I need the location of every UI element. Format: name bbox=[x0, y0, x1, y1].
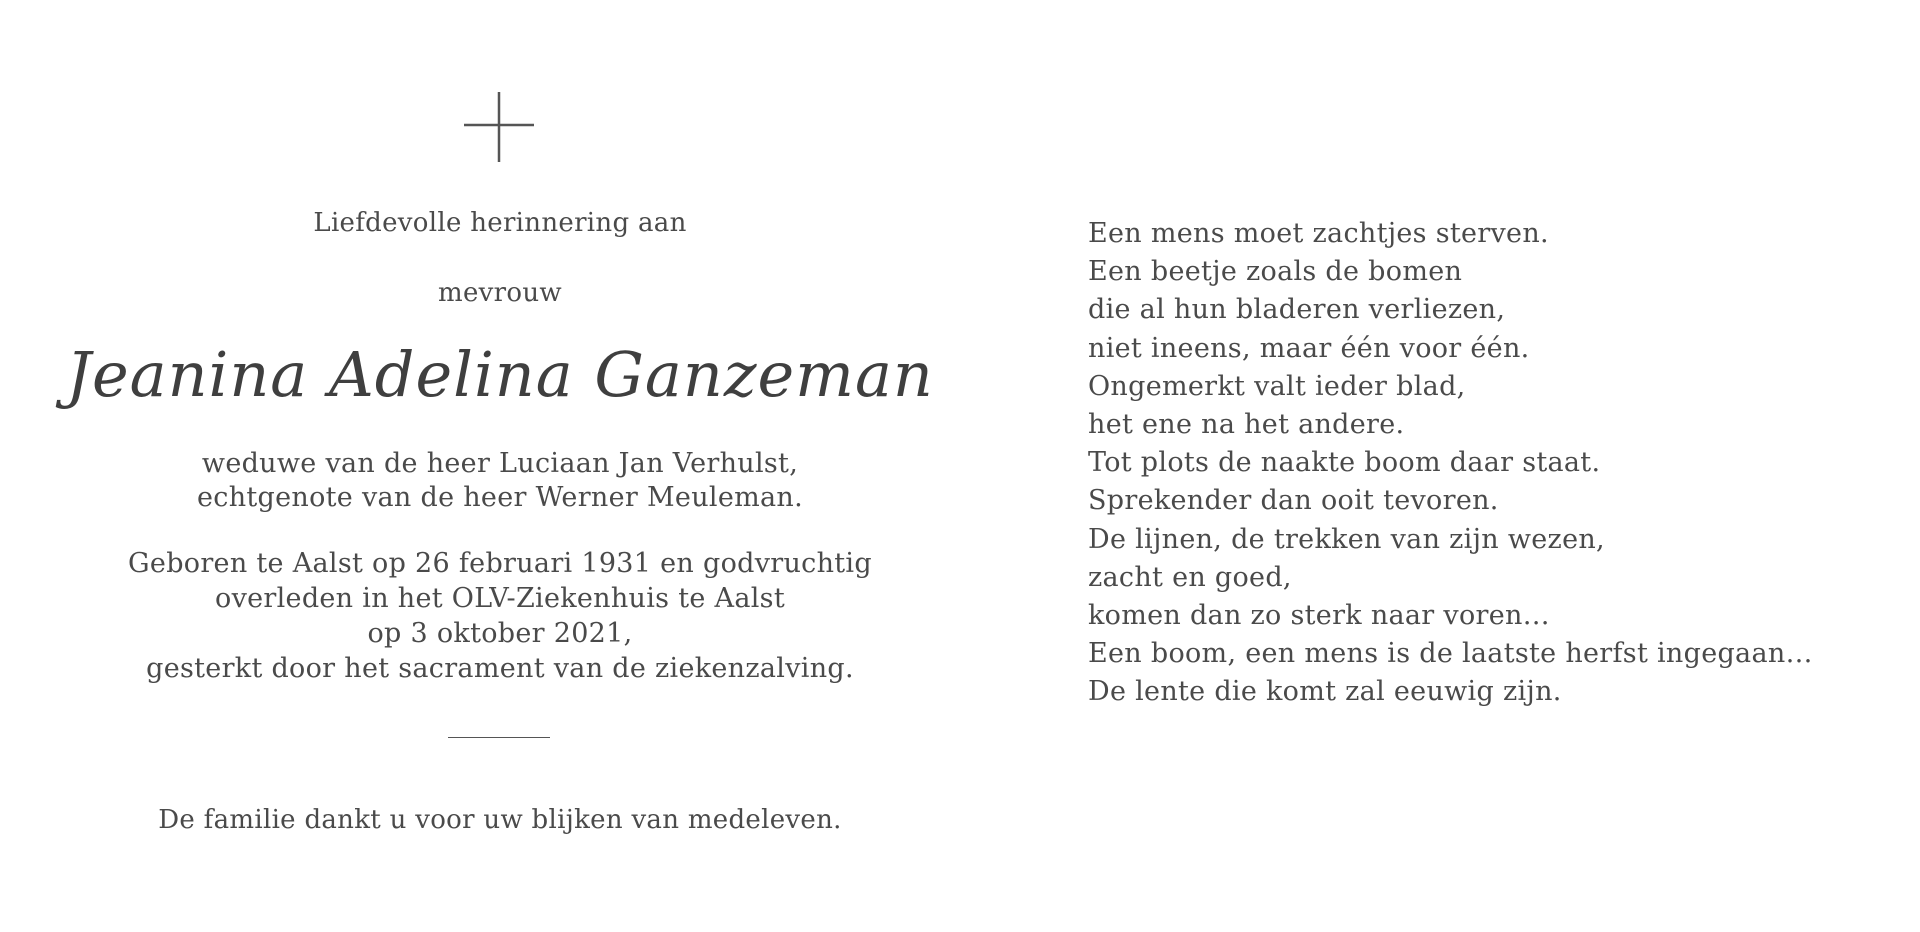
relation-line: weduwe van de heer Luciaan Jan Verhulst, bbox=[201, 448, 799, 479]
poem-line: Sprekender dan ooit tevoren. bbox=[1088, 485, 1499, 517]
birth-death-line: gesterkt door het sacrament van de ziekenzalving. bbox=[146, 653, 854, 684]
poem-line: De lijnen, de trekken van zijn wezen, bbox=[1088, 523, 1605, 555]
poem-line: die al hun bladeren verliezen, bbox=[1088, 294, 1506, 326]
title-text: mevrouw bbox=[438, 278, 562, 308]
relation-line: echtgenote van de heer Werner Meuleman. bbox=[197, 482, 803, 513]
separator-line bbox=[448, 737, 550, 738]
poem-line: komen dan zo sterk naar voren… bbox=[1088, 600, 1550, 632]
deceased-name: Jeanina Adelina Ganzeman bbox=[66, 338, 934, 411]
intro-text: Liefdevolle herinnering aan bbox=[313, 208, 687, 238]
poem-line: De lente die komt zal eeuwig zijn. bbox=[1088, 676, 1562, 708]
poem-line: Een mens moet zachtjes sterven. bbox=[1088, 218, 1549, 249]
poem-line: het ene na het andere. bbox=[1088, 409, 1405, 441]
birth-death-line: overleden in het OLV-Ziekenhuis te Aalst bbox=[215, 583, 785, 614]
poem bbox=[1088, 215, 1888, 712]
poem-line: zacht en goed, bbox=[1088, 561, 1292, 593]
cross-icon bbox=[464, 92, 534, 162]
poem-line: niet ineens, maar één voor één. bbox=[1088, 332, 1530, 364]
poem-line: Ongemerkt valt ieder blad, bbox=[1088, 370, 1466, 402]
birth-death-line: op 3 oktober 2021, bbox=[367, 618, 633, 649]
birth-death-line: Geboren te Aalst op 26 februari 1931 en godvruchtig bbox=[128, 548, 872, 579]
poem-line: Tot plots de naakte boom daar staat. bbox=[1088, 447, 1601, 479]
poem-line: Een boom, een mens is de laatste herfst ingegaan… bbox=[1088, 638, 1813, 670]
poem-line: Een beetje zoals de bomen bbox=[1088, 256, 1463, 288]
thanks-text: De familie dankt u voor uw blijken van medeleven. bbox=[158, 805, 842, 835]
